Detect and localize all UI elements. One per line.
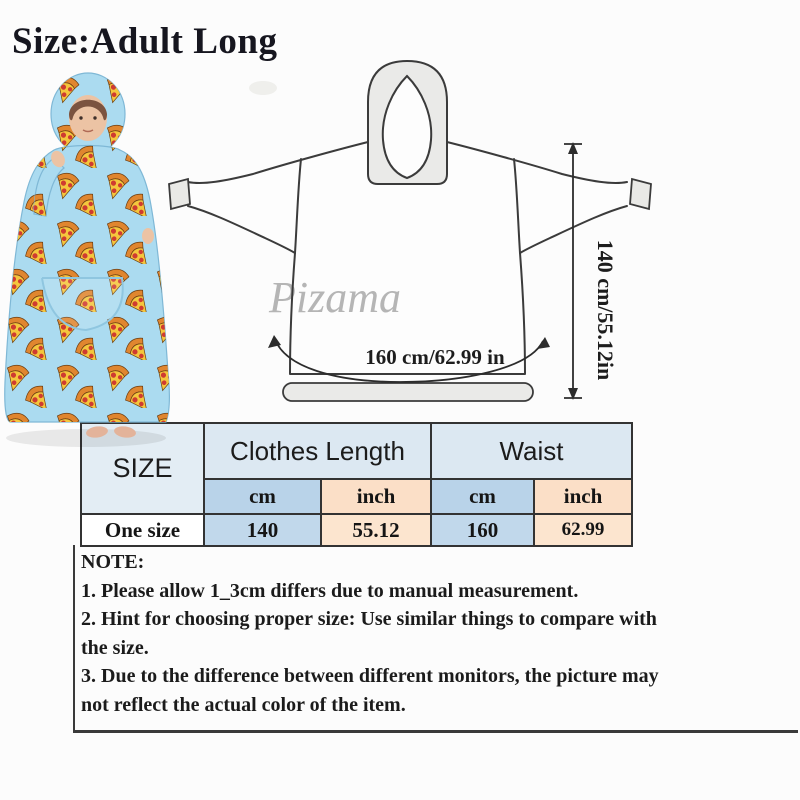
garment-diagram-svg [155,52,665,427]
unit-header-length-cm: cm [204,479,321,514]
note-item-2-line-1: 2. Hint for choosing proper size: Use similar things to compare with [81,608,657,630]
floor-shadow [6,429,166,447]
row-waist-cm: 160 [431,514,534,546]
row-size-label: One size [81,514,204,546]
right-cuff [630,179,651,209]
smudge [249,81,277,95]
waist-measure-label: 160 cm/62.99 in [365,345,505,369]
page-title: Size:Adult Long [12,21,278,62]
hem-band [283,383,533,401]
robe [5,146,170,423]
unit-header-waist-inch: inch [534,479,632,514]
hood-shape [368,61,447,184]
hand-right [142,228,154,244]
notes-section [73,545,798,733]
length-measure-label: 140 cm/55.12in [593,239,618,381]
table-row [81,514,632,546]
unit-header-waist-cm: cm [431,479,534,514]
note-item-3-line-2: not reflect the actual color of the item. [81,693,406,716]
model-photo-illustration [0,72,178,450]
notes-heading: NOTE: [81,551,145,573]
garment-measurement-diagram [155,52,665,427]
row-waist-inch: 62.99 [534,514,632,546]
model-face [69,95,107,141]
note-item-1: 1. Please allow 1_3cm differs due to manual measurement. [81,579,579,602]
table-header-clothes-length: Clothes Length [204,423,431,479]
model-photo [0,72,178,450]
row-length-cm: 140 [204,514,321,546]
note-item-2-line-2: the size. [81,636,149,659]
watermark-text: Pizama [269,273,401,322]
row-length-inch: 55.12 [321,514,431,546]
table-header-waist: Waist [431,423,632,479]
table-header-size: SIZE [81,423,204,514]
unit-header-length-inch: inch [321,479,431,514]
note-item-3-line-1: 3. Due to the difference between different monitors, the picture may [81,665,659,687]
